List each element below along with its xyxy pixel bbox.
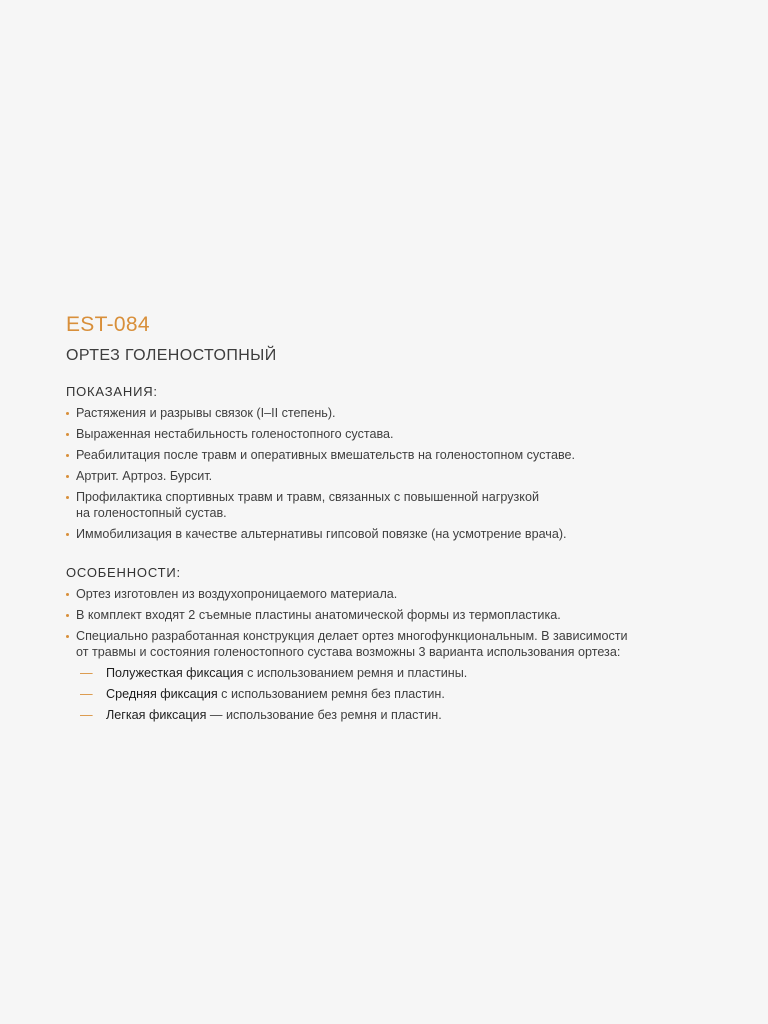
list-item-text: Выраженная нестабильность голеностопного сустава. bbox=[76, 427, 394, 441]
indications-title: ПОКАЗАНИЯ: bbox=[66, 384, 158, 399]
product-sheet bbox=[66, 312, 716, 729]
features-title: ОСОБЕННОСТИ: bbox=[66, 565, 181, 580]
list-item bbox=[66, 629, 716, 724]
indications-list bbox=[66, 406, 716, 542]
features-list bbox=[66, 587, 716, 724]
product-name: ОРТЕЗ ГОЛЕНОСТОПНЫЙ bbox=[66, 347, 277, 364]
list-item bbox=[66, 427, 716, 443]
list-item-text: Артрит. Артроз. Бурсит. bbox=[76, 469, 213, 483]
list-item bbox=[66, 608, 716, 624]
list-item bbox=[66, 587, 716, 603]
fixation-mode-label: Полужесткая фиксация bbox=[106, 666, 244, 680]
fixation-mode-text: с использованием ремня без пластин. bbox=[217, 687, 445, 701]
dash-marker: — bbox=[80, 666, 93, 680]
dash-marker: — bbox=[80, 687, 93, 701]
dash-marker: — bbox=[80, 708, 93, 722]
list-item-text: Иммобилизация в качестве альтернативы гипсовой повязке (на усмотрение врача). bbox=[76, 526, 567, 541]
indications-section bbox=[66, 384, 716, 542]
product-code: EST-084 bbox=[66, 313, 150, 336]
list-item-text: Растяжения и разрывы связок (I–II степень). bbox=[76, 406, 336, 420]
fixation-mode-label: Легкая фиксация bbox=[106, 708, 207, 722]
list-item bbox=[66, 527, 716, 543]
list-item bbox=[66, 469, 716, 485]
list-item-text: Реабилитация после травм и оперативных вмешательств на голеностопном суставе. bbox=[76, 448, 576, 462]
list-item-text: В комплект входят 2 съемные пластины анатомической формы из термопластика. bbox=[76, 608, 561, 622]
list-item-text-continued: от травмы и состояния голеностопного сустава возможны 3 варианта использования ортеза: bbox=[76, 644, 621, 659]
list-item bbox=[66, 406, 716, 422]
fixation-modes-list bbox=[76, 666, 716, 724]
list-item-text: Профилактика спортивных травм и травм, связанных с повышенной нагрузкой bbox=[76, 490, 539, 504]
list-item-text-continued: на голеностопный сустав. bbox=[76, 505, 227, 520]
fixation-mode-item bbox=[76, 666, 716, 682]
fixation-mode-text: — использование без ремня и пластин. bbox=[206, 708, 442, 722]
list-item bbox=[66, 490, 716, 521]
fixation-mode-text: с использованием ремня и пластины. bbox=[243, 666, 468, 680]
list-item bbox=[66, 448, 716, 464]
list-item-text: Ортез изготовлен из воздухопроницаемого материала. bbox=[76, 587, 398, 601]
fixation-mode-label: Средняя фиксация bbox=[106, 687, 218, 701]
features-section bbox=[66, 565, 716, 724]
fixation-mode-item bbox=[76, 687, 716, 703]
list-item-text: Специально разработанная конструкция делает ортез многофункциональным. В зависимости bbox=[76, 629, 628, 643]
fixation-mode-item bbox=[76, 708, 716, 724]
